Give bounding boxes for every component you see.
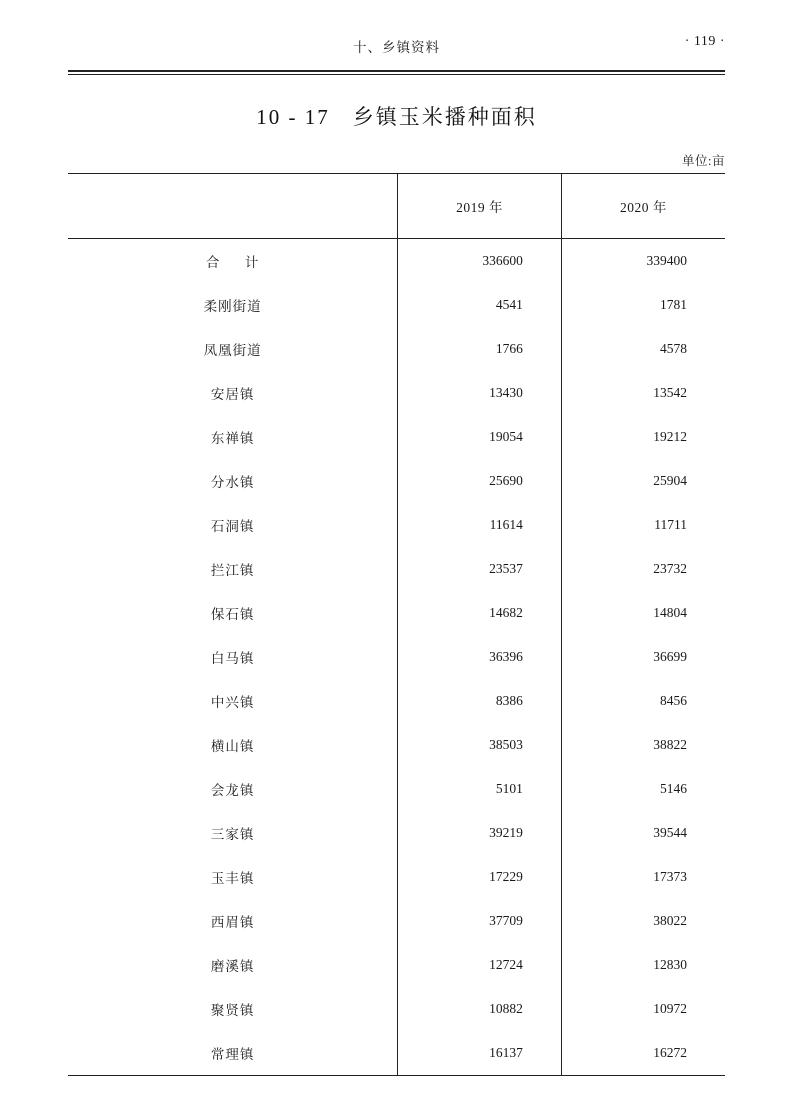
table-row — [68, 547, 725, 591]
header-rule-thin — [68, 74, 725, 75]
row-label: 三家镇 — [68, 811, 398, 855]
document-page — [0, 32, 793, 1109]
cell-value-2020: 38022 — [653, 913, 687, 929]
cell-value-2020: 25904 — [653, 473, 687, 489]
cell-value-2019: 19054 — [398, 415, 562, 459]
page-title: 10 - 17 乡镇玉米播种面积 — [256, 105, 537, 130]
column-header-2019: 2019 年 — [398, 174, 562, 239]
cell-value-2020: 38822 — [653, 737, 687, 753]
row-label: 常理镇 — [68, 1031, 398, 1075]
table-row — [68, 943, 725, 987]
row-label: 安居镇 — [68, 371, 398, 415]
cell-value-2019: 36396 — [398, 635, 562, 679]
table-bottom-rule — [68, 1075, 725, 1076]
row-label: 保石镇 — [68, 591, 398, 635]
cell-value-2020: 16272 — [653, 1045, 687, 1061]
cell-value-2019: 11614 — [398, 503, 562, 547]
cell-value-2020: 19212 — [653, 429, 687, 445]
cell-value-2019: 16137 — [398, 1031, 562, 1075]
row-label: 玉丰镇 — [68, 855, 398, 899]
row-label: 中兴镇 — [68, 679, 398, 723]
table-row — [68, 591, 725, 635]
cell-value-2019: 38503 — [398, 723, 562, 767]
table-row — [68, 987, 725, 1031]
cell-value-2020: 12830 — [653, 957, 687, 973]
cell-value-2019: 12724 — [398, 943, 562, 987]
table-row — [68, 635, 725, 679]
row-label: 拦江镇 — [68, 547, 398, 591]
table-row — [68, 1031, 725, 1075]
cell-value-2020: 17373 — [653, 869, 687, 885]
table-body — [68, 239, 725, 1076]
row-label: 西眉镇 — [68, 899, 398, 943]
cell-value-2019: 23537 — [398, 547, 562, 591]
table-head — [68, 174, 725, 239]
cell-value-2019: 10882 — [398, 987, 562, 1031]
running-head-title: 十、乡镇资料 — [353, 40, 440, 55]
table-row — [68, 371, 725, 415]
row-label: 东禅镇 — [68, 415, 398, 459]
row-label: 磨溪镇 — [68, 943, 398, 987]
table-row — [68, 503, 725, 547]
column-header-name — [68, 174, 398, 239]
table-row — [68, 899, 725, 943]
table-row — [68, 767, 725, 811]
cell-value-2019: 39219 — [398, 811, 562, 855]
cell-value-2020: 11711 — [654, 517, 687, 533]
cell-value-2020: 39544 — [653, 825, 687, 841]
cell-value-2019: 17229 — [398, 855, 562, 899]
cell-value-2020: 8456 — [660, 693, 687, 709]
cell-value-2020: 23732 — [653, 561, 687, 577]
cell-value-2020: 5146 — [660, 781, 687, 797]
cell-value-2019: 5101 — [398, 767, 562, 811]
table-row — [68, 679, 725, 723]
unit-label: 单位:亩 — [682, 154, 725, 169]
row-label: 分水镇 — [68, 459, 398, 503]
header-rule-thick — [68, 70, 725, 72]
table-row — [68, 283, 725, 327]
table-row — [68, 723, 725, 767]
cell-value-2020: 13542 — [653, 385, 687, 401]
cell-value-2020: 36699 — [653, 649, 687, 665]
table-header-row — [68, 174, 725, 239]
cell-value-2019: 14682 — [398, 591, 562, 635]
data-table — [68, 173, 725, 1075]
table-row — [68, 855, 725, 899]
cell-value-2019: 25690 — [398, 459, 562, 503]
row-label: 石洞镇 — [68, 503, 398, 547]
row-label: 横山镇 — [68, 723, 398, 767]
cell-value-2019: 8386 — [398, 679, 562, 723]
row-label: 柔刚街道 — [68, 283, 398, 327]
table-row — [68, 239, 725, 284]
row-label: 白马镇 — [68, 635, 398, 679]
page-number: · 119 · — [684, 34, 725, 49]
cell-value-2019: 13430 — [398, 371, 562, 415]
table-row — [68, 459, 725, 503]
cell-value-2020: 1781 — [660, 297, 687, 313]
row-label: 聚贤镇 — [68, 987, 398, 1031]
cell-value-2020: 10972 — [653, 1001, 687, 1017]
cell-value-2020: 4578 — [660, 341, 687, 357]
cell-value-2020: 14804 — [653, 605, 687, 621]
cell-value-2019: 37709 — [398, 899, 562, 943]
table-row — [68, 415, 725, 459]
cell-value-2019: 336600 — [398, 239, 562, 284]
row-label-total: 合 计 — [68, 239, 398, 284]
cell-value-2020: 339400 — [646, 253, 687, 269]
row-label: 会龙镇 — [68, 767, 398, 811]
row-label: 凤凰街道 — [68, 327, 398, 371]
table-row — [68, 327, 725, 371]
running-head — [68, 32, 725, 68]
table-row — [68, 811, 725, 855]
cell-value-2019: 4541 — [398, 283, 562, 327]
cell-value-2019: 1766 — [398, 327, 562, 371]
column-header-2020: 2020 年 — [620, 200, 667, 216]
